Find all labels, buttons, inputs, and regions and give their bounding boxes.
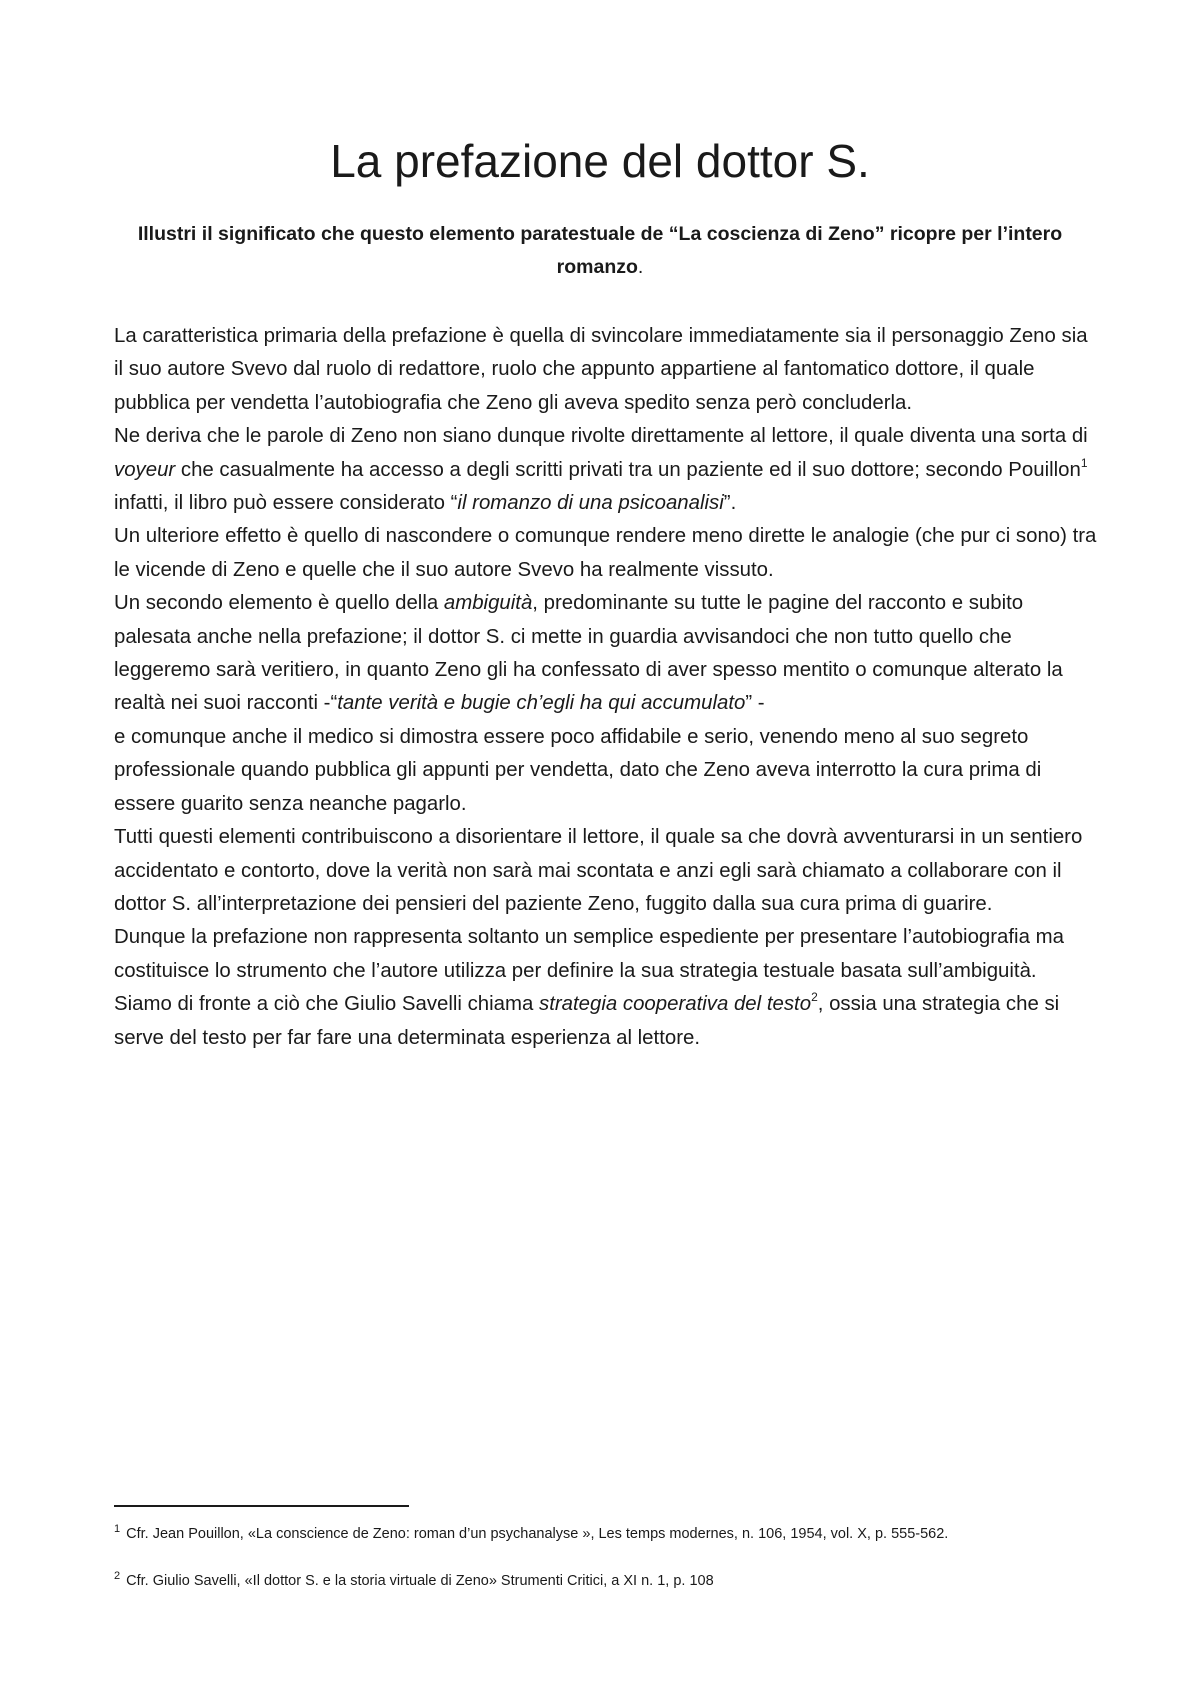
paragraph-text: ” - (745, 692, 765, 715)
italic-text: tante verità e bugie ch’egli ha qui accumulato (337, 692, 746, 715)
paragraph-text: , ossia una strategia che si serve del testo per far fare una determinata esperienza al lettore. (114, 993, 1060, 1049)
footnote-separator (114, 1505, 409, 1507)
paragraph-text: La caratteristica primaria della prefazione è quella di svincolare immediatamente sia il personaggio Zeno sia il suo autore Svevo dal ruolo di redattore, ruolo che appunto appartiene al fantomatico dottore, il quale pubblica per vendetta l’autobiografia che Zeno gli aveva spedito senza però concluderla. (114, 325, 1088, 414)
footnote-2 (114, 1572, 1114, 1590)
italic-text: il romanzo di una psicoanalisi (457, 492, 724, 515)
paragraph-text: che casualmente ha accesso a degli scritti privati tra un paziente ed il suo dottore; secondo Pouillon (175, 458, 1081, 481)
paragraph-text: , predominante su tutte le pagine del racconto e subito palesata anche nella prefazione; il dottor S. ci mette in guardia avvisandoci che non tutto quello che leggeremo sarà veritiero, in quanto Zeno gli ha confessato di aver spesso mentito o comunque alterato la realtà nei suoi racconti -“ (114, 592, 1063, 715)
footnote-1-number: 1 (114, 1523, 121, 1536)
footnote-1-text: Cfr. Jean Pouillon, «La conscience de Zeno: roman d’un psychanalyse », Les temps modernes, n. 106, 1954, vol. X, p. 555-562. (126, 1526, 949, 1542)
document-title: La prefazione del dottor S. (330, 135, 870, 187)
italic-text: voyeur (114, 458, 176, 481)
body-paragraph (114, 520, 1099, 587)
paragraph-text: ”. (723, 492, 737, 515)
paragraph-text: Un ulteriore effetto è quello di nascondere o comunque rendere meno dirette le analogie (che pur ci sono) tra le vicende di Zeno e quelle che il suo autore Svevo ha realmente vissuto. (114, 525, 1097, 581)
footnote-reference: 2 (811, 990, 818, 1005)
subtitle-tail: . (637, 256, 644, 278)
italic-text: strategia cooperativa del testo (539, 993, 812, 1016)
italic-text: ambiguità (443, 592, 533, 615)
paragraph-text: infatti, il libro può essere considerato “ (114, 492, 458, 515)
paragraph-text: e comunque anche il medico si dimostra essere poco affidabile e serio, venendo meno al suo segreto professionale quando pubblica gli appunti per vendetta, dato che Zeno aveva interrotto la cura prima di essere guarito senza neanche pagarlo. (114, 725, 1042, 815)
document-subtitle (115, 218, 1085, 284)
footnote-2-number: 2 (114, 1570, 121, 1583)
footnote-1 (114, 1525, 1114, 1543)
body-paragraph (114, 420, 1099, 520)
footnote-2-text: Cfr. Giulio Savelli, «Il dottor S. e la storia virtuale di Zeno» Strumenti Critici, a XI n. 1, p. 108 (126, 1573, 714, 1589)
body-paragraph (114, 320, 1099, 420)
paragraph-text: Ne deriva che le parole di Zeno non siano dunque rivolte direttamente al lettore, il quale diventa una sorta di (114, 425, 1088, 448)
paragraph-text: Dunque la prefazione non rappresenta soltanto un semplice espediente per presentare l’autobiografia ma costituisce lo strumento che l’autore utilizza per definire la sua strategia testuale basata sull’ambiguità. Siamo di fronte a ciò che Giulio Savelli chiama (114, 926, 1064, 1016)
body-paragraph (114, 821, 1099, 921)
paragraph-text: Tutti questi elementi contribuiscono a disorientare il lettore, il quale sa che dovrà avventurarsi in un sentiero accidentato e contorto, dove la verità non sarà mai scontata e anzi egli sarà chiamato a collaborare con il dottor S. all’interpretazione dei pensieri del paziente Zeno, fuggito dalla sua cura prima di guarire. (114, 826, 1083, 915)
subtitle-bold-text: Illustri il significato che questo elemento paratestuale de “La coscienza di Zeno” ricopre per l’intero romanzo (137, 223, 1063, 278)
body-paragraph (114, 921, 1099, 1055)
body-paragraph (114, 587, 1099, 721)
paragraph-text: Un secondo elemento è quello della (114, 592, 444, 615)
footnote-reference: 1 (1080, 455, 1088, 470)
body-paragraph (114, 721, 1099, 821)
body-text (114, 320, 1099, 1055)
